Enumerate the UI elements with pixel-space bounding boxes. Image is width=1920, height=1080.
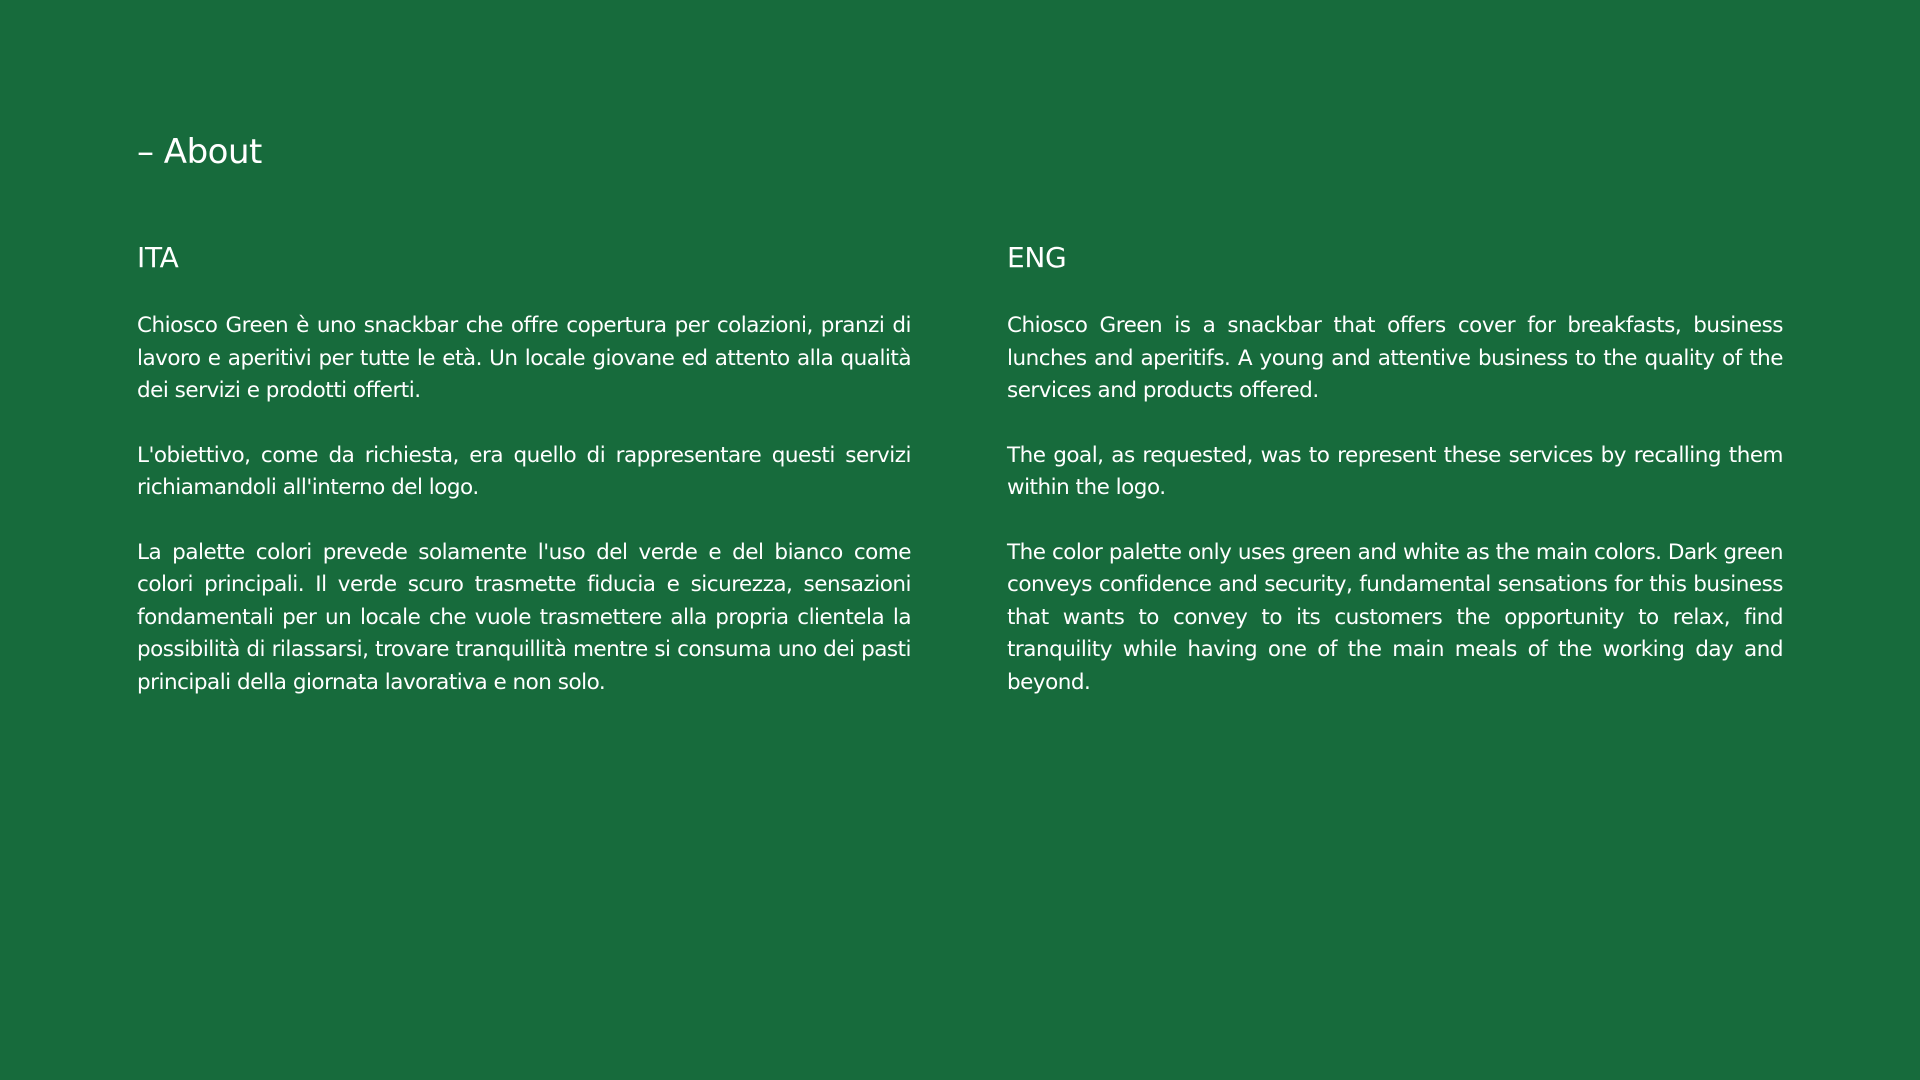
ita-paragraph-3: La palette colori prevede solamente l'uso del verde e del bianco come colori principali. Il verde scuro trasmette fiducia e sicurezza, sensazioni fondamentali per un locale che vuole trasmettere alla propria clientela la possibilità di rilassarsi, trovare tranquillità mentre si consuma uno dei pasti principali della giornata lavorativa e non solo. xyxy=(137,539,911,695)
eng-paragraph-3: The color palette only uses green and white as the main colors. Dark green conveys confidence and security, fundamental sensations for this business that wants to convey to its customers the opportunity to relax, find tranquility while having one of the main meals of the working day and beyond. xyxy=(1007,539,1783,695)
eng-heading: ENG xyxy=(1007,241,1067,274)
ita-column xyxy=(137,238,911,699)
eng-column xyxy=(1007,238,1783,699)
ita-paragraph-2: L'obiettivo, come da richiesta, era quello di rappresentare questi servizi richiamandoli all'interno del logo. xyxy=(137,442,911,500)
eng-paragraph-1: Chiosco Green is a snackbar that offers cover for breakfasts, business lunches and aperitifs. A young and attentive business to the quality of the services and products offered. xyxy=(1007,313,1783,403)
page-title: – About xyxy=(137,132,262,172)
eng-paragraph-2: The goal, as requested, was to represent these services by recalling them within the logo. xyxy=(1007,442,1783,500)
ita-paragraph-1: Chiosco Green è uno snackbar che offre copertura per colazioni, pranzi di lavoro e aperitivi per tutte le età. Un locale giovane ed attento alla qualità dei servizi e prodotti offerti. xyxy=(137,313,911,403)
ita-heading: ITA xyxy=(137,241,179,274)
